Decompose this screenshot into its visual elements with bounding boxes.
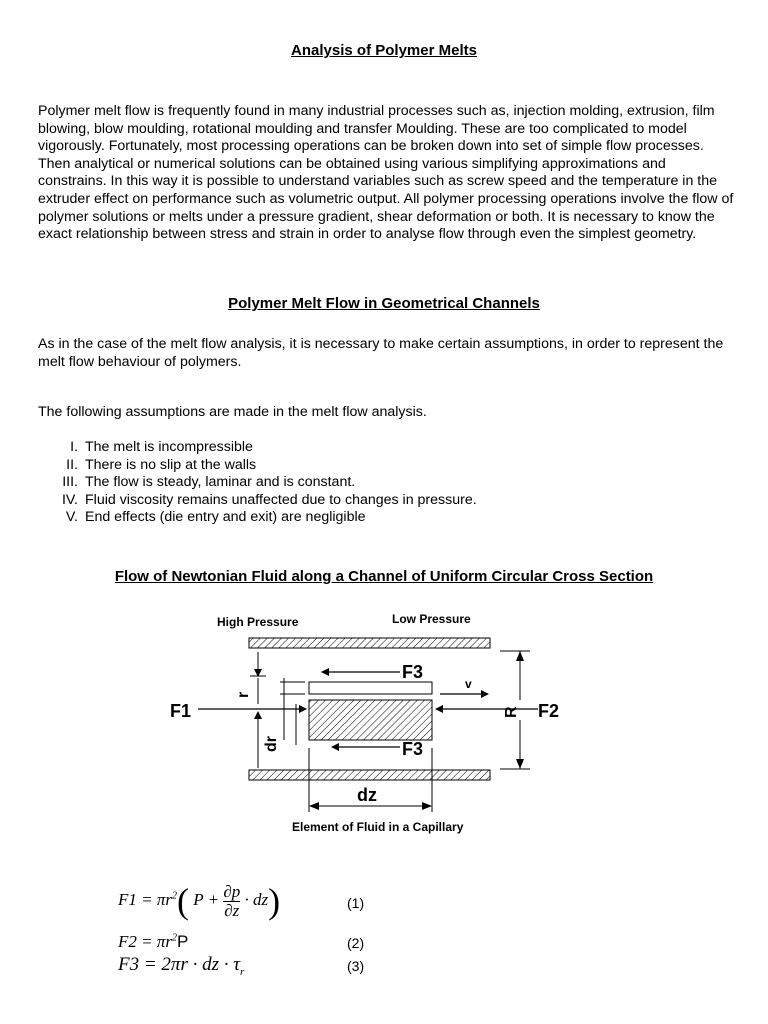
dr-label: dr	[263, 736, 280, 752]
equation-3: F3 = 2πr · dz · $\tau_r$	[118, 954, 245, 978]
dz-label: dz	[357, 785, 377, 805]
r-label: r	[235, 691, 252, 698]
page-title: Analysis of Polymer Melts	[291, 42, 477, 59]
low-pressure-label: Low Pressure	[392, 612, 471, 626]
equation-1-number: (1)	[347, 895, 365, 911]
intro-paragraph: Polymer melt flow is frequently found in many industrial processes such as, injection molding, extrusion, film blowing, blow moulding, rotational moulding and transfer Moulding. These are too complicated to model vigorously. Fortunately, most processing operations can be broken down into set of simple flow processes. Then analytical or numerical solutions can be obtained using various simplifying approximations and constrains. In this way it is possible to understand variables such as screw speed and the temperature in the extruder effect on performance such as volumetric output. All polymer processing operations involve the flow of polymer solutions or melts under a pressure gradient, shear deformation or both. It is necessary to know the exact relationship between stress and strain in order to analyse flow through even the simplest geometry.	[38, 103, 734, 243]
f3-top-label: F3	[402, 662, 424, 682]
radius-R-label: R	[503, 706, 520, 718]
velocity-label: v	[465, 677, 472, 691]
diagram-caption: Element of Fluid in a Capillary	[292, 820, 464, 834]
equation-2: $F2 = \pi r^2P$	[118, 932, 189, 951]
list-item: I. The melt is incompressible	[70, 439, 253, 455]
f2-label: F2	[538, 701, 560, 721]
list-item: IV. Fluid viscosity remains unaffected due to changes in pressure.	[61, 491, 477, 508]
capillary-bottom-wall	[249, 770, 490, 780]
list-item: II. There is no slip at the walls	[66, 456, 257, 473]
section-heading-geometrical-channels: Polymer Melt Flow in Geometrical Channels	[228, 295, 540, 312]
high-pressure-label: High Pressure	[217, 615, 299, 629]
f3-bottom-label: F3	[402, 739, 424, 759]
assumptions-list	[38, 439, 638, 527]
section1-paragraph: As in the case of the melt flow analysis, it is necessary to make certain assumptions, in order to represent the melt flow behaviour of polymers.	[38, 336, 724, 370]
assumptions-intro: The following assumptions are made in the melt flow analysis.	[38, 404, 427, 420]
fluid-element-core	[309, 700, 432, 740]
list-item: III. The flow is steady, laminar and is constant.	[62, 474, 356, 491]
f1-label: F1	[170, 701, 192, 721]
section-heading-newtonian-flow: Flow of Newtonian Fluid along a Channel of Uniform Circular Cross Section	[114, 568, 654, 585]
fluid-element-top	[309, 682, 432, 694]
capillary-diagram	[150, 600, 610, 850]
equation-2-number: (2)	[347, 935, 365, 951]
equation-3-number: (3)	[347, 958, 365, 974]
equation-1: $F1 = \pi r^2$( P + $\frac{\partial p}{\partial z}$ · dz)	[118, 881, 281, 921]
list-item: V. End effects (die entry and exit) are negligible	[65, 509, 366, 526]
capillary-top-wall	[249, 638, 490, 648]
